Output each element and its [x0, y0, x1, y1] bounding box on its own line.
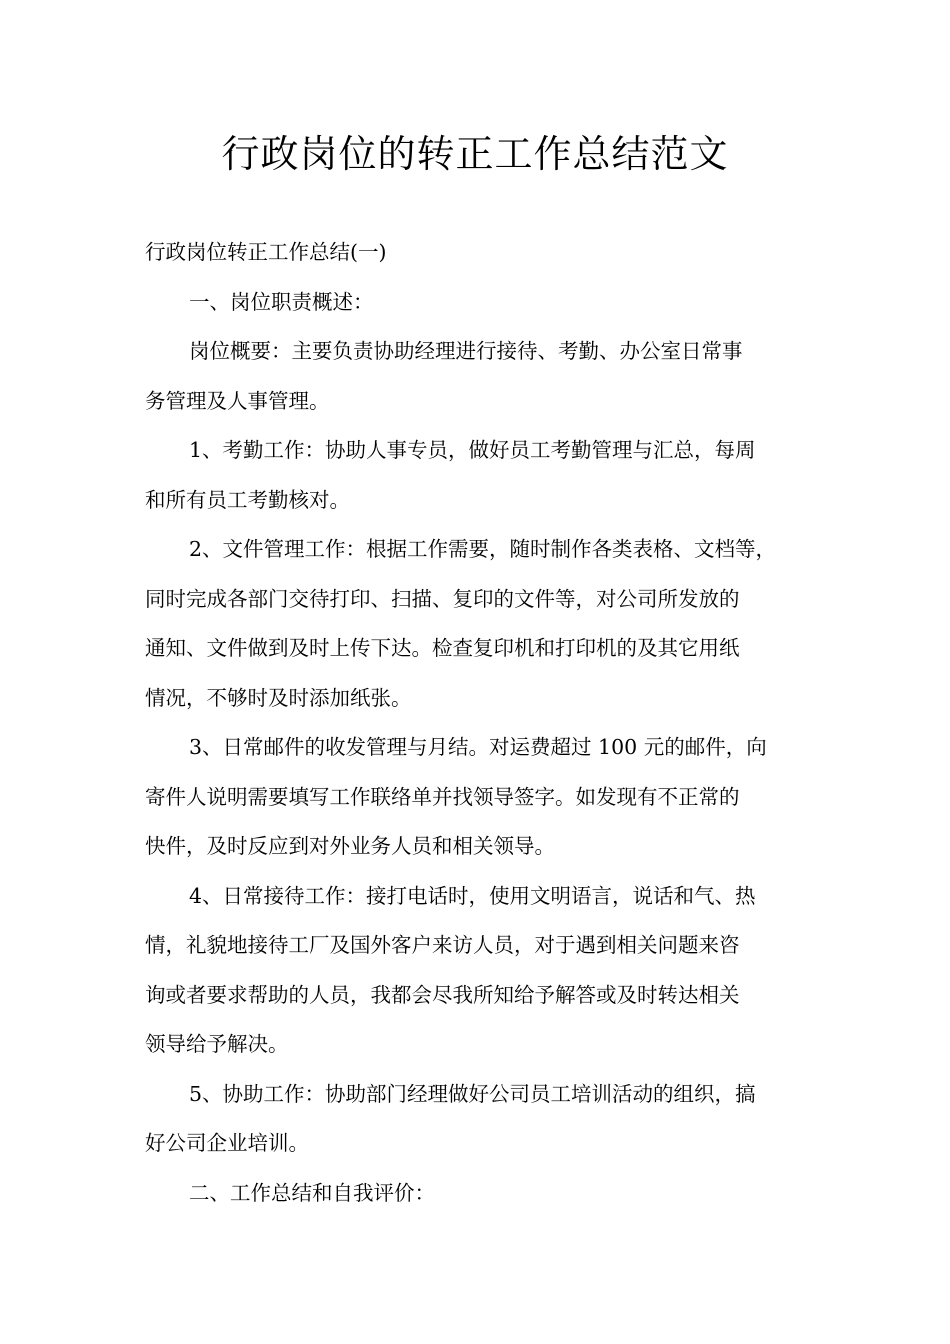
heading-job-duties: 一、岗位职责概述： — [189, 289, 374, 314]
paragraph-line: 寄件人说明需要填写工作联络单并找领导签字。如发现有不正常的 — [145, 784, 740, 809]
paragraph-line: 2、文件管理工作：根据工作需要，随时制作各类表格、文档等， — [189, 537, 777, 561]
paragraph-line: 情况，不够时及时添加纸张。 — [145, 685, 412, 710]
paragraph-line: 领导给予解决。 — [145, 1032, 289, 1056]
paragraph-line: 5、协助工作：协助部门经理做好公司员工培训活动的组织，搞 — [189, 1081, 756, 1106]
paragraph-line: 3、日常邮件的收发管理与月结。对运费超过 100 元的邮件，向 — [189, 735, 767, 759]
paragraph-line: 快件，及时反应到对外业务人员和相关领导。 — [145, 834, 555, 858]
paragraph-line: 和所有员工考勤核对。 — [145, 487, 350, 512]
document-title: 行政岗位的转正工作总结范文 — [221, 132, 729, 176]
paragraph-line: 岗位概要：主要负责协助经理进行接待、考勤、办公室日常事 — [189, 339, 743, 363]
paragraph-line: 4、日常接待工作：接打电话时，使用文明语言，说话和气、热 — [189, 883, 756, 908]
paragraph-line: 通知、文件做到及时上传下达。检查复印机和打印机的及其它用纸 — [145, 636, 740, 660]
paragraph-line: 情，礼貌地接待工厂及国外客户来访人员，对于遇到相关问题来咨 — [145, 933, 740, 957]
section-heading-part-one: 行政岗位转正工作总结(一) — [145, 240, 387, 264]
paragraph-line: 询或者要求帮助的人员，我都会尽我所知给予解答或及时转达相关 — [145, 982, 740, 1007]
paragraph-line: 务管理及人事管理。 — [145, 388, 330, 413]
document-body — [145, 228, 815, 1218]
paragraph-line: 同时完成各部门交待打印、扫描、复印的文件等，对公司所发放的 — [145, 586, 740, 611]
paragraph-line: 好公司企业培训。 — [145, 1131, 309, 1155]
paragraph-line: 1、考勤工作：协助人事专员，做好员工考勤管理与汇总，每周 — [189, 438, 756, 462]
heading-work-summary: 二、工作总结和自我评价： — [189, 1180, 435, 1205]
